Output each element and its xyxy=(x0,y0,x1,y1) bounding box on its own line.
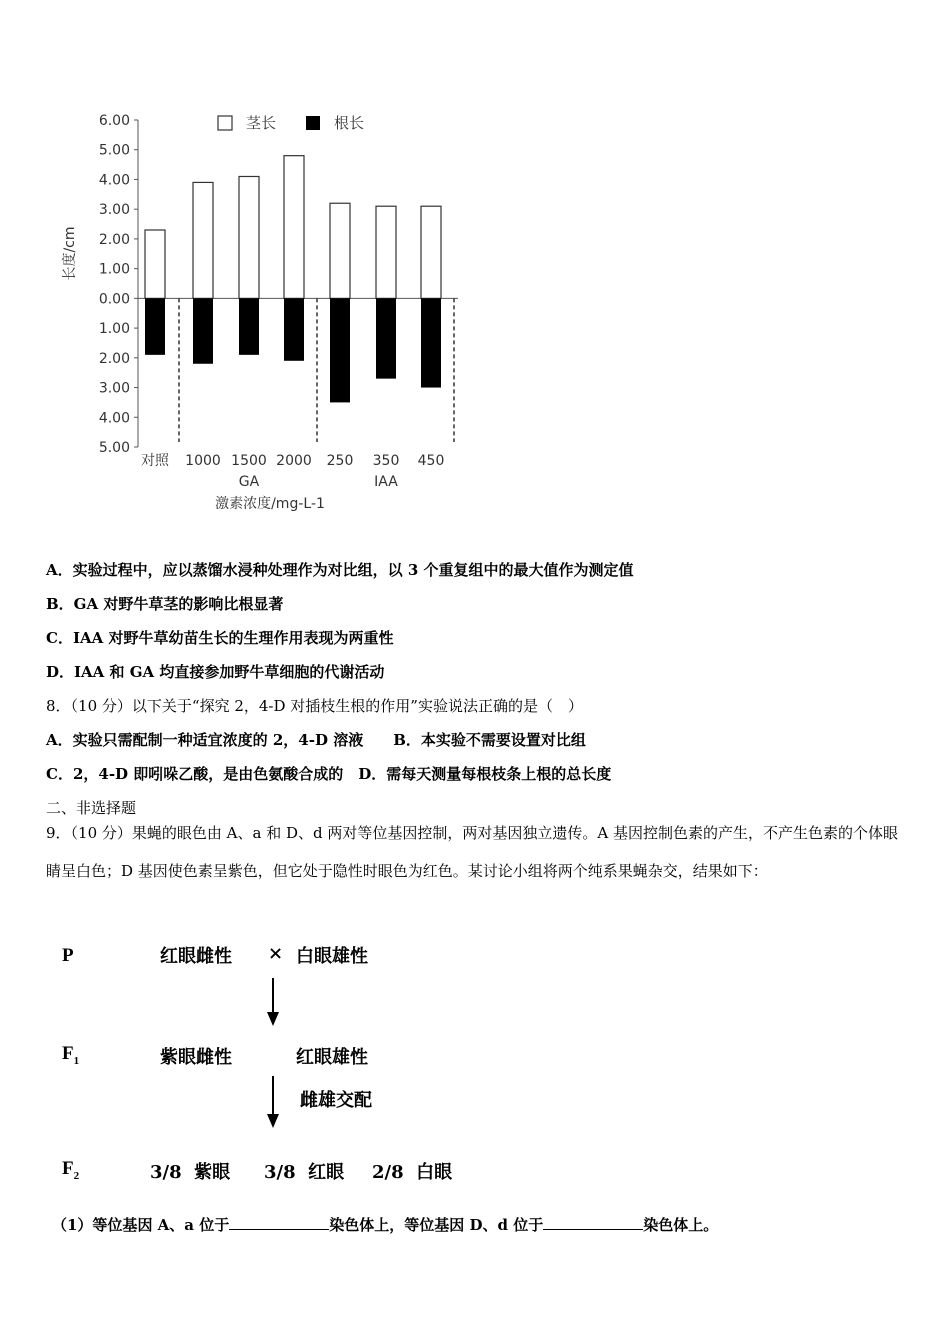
arrow-p-to-f1 xyxy=(272,978,274,1014)
cross-symbol: × xyxy=(268,943,284,964)
x-tick-label: 1500 xyxy=(231,453,267,469)
x-axis-label: 激素浓度/mg-L-1 xyxy=(215,496,325,512)
arrow-f1-to-f2 xyxy=(272,1076,274,1116)
option-q7-c: C．IAA 对野牛草幼苗生长的生理作用表现为两重性 xyxy=(46,629,394,647)
q8-options-line2: C．2，4-D 即吲哚乙酸，是由色氨酸合成的 D．需每天测量每根枝条上根的总长度 xyxy=(46,765,612,783)
option-q7-d: D．IAA 和 GA 均直接参加野牛草细胞的代谢活动 xyxy=(46,663,385,681)
y-tick-label: 1.00 xyxy=(98,321,130,338)
f2-ratio-1: 3/8 紫眼 xyxy=(150,1162,231,1183)
p-male: 白眼雄性 xyxy=(296,946,368,967)
x-tick-label: 450 xyxy=(417,453,445,469)
p-label: P xyxy=(62,945,74,966)
f2-ratio-3: 2/8 白眼 xyxy=(372,1162,453,1183)
bar-root-length xyxy=(376,298,396,378)
bar-stem-length xyxy=(145,230,165,298)
bar-root-length xyxy=(145,298,165,354)
x-tick-label: 1000 xyxy=(185,453,221,469)
f1-label: $F_1$ xyxy=(62,1043,80,1067)
q8-stem: 8．（10 分）以下关于“探究 2，4-D 对插枝生根的作用”实验说法正确的是（ ） xyxy=(46,697,583,715)
y-axis-label: 长度/cm xyxy=(62,226,78,281)
option-q7-a: A．实验过程中，应以蒸馏水浸种处理作为对比组，以 3 个重复组中的最大值作为测定值 xyxy=(46,561,634,579)
bar-stem-length xyxy=(239,176,259,298)
bar-root-length xyxy=(193,298,213,363)
x-tick-label: 对照 xyxy=(141,453,169,469)
q8-options-line1: A．实验只需配制一种适宜浓度的 2，4-D 溶液 B．本实验不需要设置对比组 xyxy=(46,731,586,749)
group-label-iaa: IAA xyxy=(374,474,398,490)
mating-label: 雌雄交配 xyxy=(300,1090,372,1111)
bar-root-length xyxy=(330,298,350,402)
y-tick-label: 4.00 xyxy=(98,410,130,427)
legend-swatch-root xyxy=(306,116,320,130)
y-tick-label: 4.00 xyxy=(98,172,130,189)
x-tick-label: 350 xyxy=(372,453,400,469)
chart-svg xyxy=(40,100,480,520)
y-tick-label: 3.00 xyxy=(98,380,130,397)
y-tick-label: 0.00 xyxy=(98,291,130,308)
bar-root-length xyxy=(284,298,304,360)
bar-stem-length xyxy=(421,206,441,298)
answer-blank-2[interactable] xyxy=(543,1214,643,1230)
section-heading: 二、非选择题 xyxy=(46,799,137,817)
y-tick-label: 2.00 xyxy=(98,350,130,367)
legend-swatch-stem xyxy=(218,116,232,130)
f2-label: $F_2$ xyxy=(62,1158,80,1182)
group-label-ga: GA xyxy=(238,474,260,490)
legend-label-stem: 茎长 xyxy=(246,114,277,132)
legend-label-root: 根长 xyxy=(334,114,365,132)
p-female: 红眼雌性 xyxy=(160,946,232,967)
arrow-head-2 xyxy=(267,1114,279,1128)
x-tick-label: 2000 xyxy=(276,453,312,469)
y-tick-label: 2.00 xyxy=(98,231,130,248)
bar-root-length xyxy=(239,298,259,354)
bar-stem-length xyxy=(330,203,350,298)
x-tick-label: 250 xyxy=(326,453,354,469)
arrow-head-1 xyxy=(267,1012,279,1026)
y-tick-label: 3.00 xyxy=(98,202,130,219)
y-tick-label: 1.00 xyxy=(98,261,130,278)
y-tick-label: 6.00 xyxy=(98,113,130,129)
answer-blank-1[interactable] xyxy=(229,1214,329,1230)
option-q7-b: B．GA 对野牛草茎的影响比根显著 xyxy=(46,595,284,613)
bar-stem-length xyxy=(284,156,304,299)
q9-text: 9．（10 分）果蝇的眼色由 A、a 和 D、d 两对等位基因控制，两对基因独立遗传。A 基因控制色素的产生，不产生色素的个体眼睛呈白色；D 基因使色素呈紫色，但它处于隐性时眼色为红色。某讨论小组将两个纯系果蝇杂交，结果如下： xyxy=(46,824,898,880)
bar-chart xyxy=(40,100,480,520)
q9-sub1: （1）等位基因 A、a 位于 染色体上，等位基因 D、d 位于 染色体上。 xyxy=(52,1216,719,1234)
bar-stem-length xyxy=(376,206,396,298)
y-tick-label: 5.00 xyxy=(98,440,130,456)
f1-female: 紫眼雌性 xyxy=(160,1047,232,1068)
f1-male: 红眼雄性 xyxy=(296,1047,368,1068)
y-tick-label: 5.00 xyxy=(98,142,130,159)
f2-ratio-2: 3/8 红眼 xyxy=(264,1162,345,1183)
bar-stem-length xyxy=(193,182,213,298)
bar-root-length xyxy=(421,298,441,387)
